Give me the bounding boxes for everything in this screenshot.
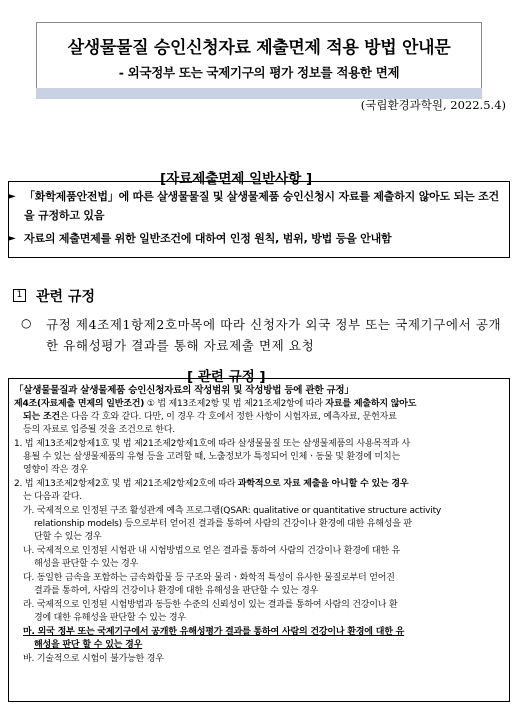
regulation-title: 「살생물물질과 살생물제품 승인신청자료의 작성범위 및 작성방법 등에 관한 규정」 bbox=[14, 385, 354, 396]
item1-line-2: 용될 수 있는 살생물제품의 유형 등을 고려할 때, 노출정보가 특정되어 인체ㆍ동물 및 환경에 미치는 bbox=[23, 452, 401, 462]
subitem-da-line-1: 다. 동일한 금속을 포함하는 금속화합물 등 구조와 물리ㆍ화학적 특성이 유사한 물질로부터 얻어진 bbox=[23, 573, 395, 583]
article-line-1: 제4조(자료제출 면제의 일반조건) ① 법 제13조제2항 및 법 제21조제2항에 따라 자료를 제출하지 않아도 bbox=[14, 399, 417, 409]
subitem-da-line-2: 결과를 통하여, 사람의 건강이나 환경에 대한 유해성을 판단할 수 있는 경우 bbox=[34, 586, 319, 596]
author-date: (국립환경과학원, 2022.5.4) bbox=[360, 98, 506, 112]
item2-line-2: 는 다음과 같다. bbox=[23, 492, 82, 502]
regulation-box-heading: [ 관련 규정 ] bbox=[187, 369, 266, 385]
article-line-3: 등의 자료로 입증될 것을 조건으로 한다. bbox=[23, 425, 175, 435]
item1-line-1: 1. 법 제13조제2항제1호 및 법 제21조제2항제1호에 따라 살생물물질 또는 살생물제품의 사용목적과 사 bbox=[14, 439, 410, 449]
page-subtitle: - 외국정부 또는 국제기구의 평가 정보를 적용한 면제 bbox=[118, 65, 400, 80]
subitem-na-line-2: 해성을 판단할 수 있는 경우 bbox=[34, 559, 139, 569]
general-bullet-2: ► 자료의 제출면제를 위한 일반조건에 대하여 인정 원칙, 범위, 방법 등을 안내함 bbox=[24, 229, 502, 248]
item1-line-3: 영향이 작은 경우 bbox=[23, 465, 88, 475]
subitem-ra-line-1: 라. 국제적으로 인정된 시험방법과 동등한 수준의 신뢰성이 있는 결과를 통하여 사람의 건강이나 환 bbox=[23, 600, 398, 610]
circle-bullet-icon: ○ bbox=[21, 316, 32, 330]
subitem-ba-line-1: 바. 기술적으로 시험이 불가능한 경우 bbox=[23, 654, 164, 664]
section-number-box: 1 bbox=[13, 289, 26, 302]
general-info-heading: [자료제출면제 일반사항 ] bbox=[160, 171, 313, 187]
general-bullet-1: ► 「화학제품안전법」에 따른 살생물물질 및 살생물제품 승인신청시 자료를 제출하지 않아도 되는 조건을 규정하고 있음 bbox=[24, 187, 502, 225]
subitem-ra-line-2: 경에 대한 유해성을 판단할 수 있는 경우 bbox=[34, 613, 186, 623]
subitem-ma-line-1: 마. 외국 정부 또는 국제기구에서 공개한 유해성평가 결과를 통하여 사람의 건강이나 환경에 대한 유 bbox=[23, 627, 405, 637]
triangle-bullet-icon: ► bbox=[8, 233, 16, 244]
subitem-ga-line-3: 단할 수 있는 경우 bbox=[34, 532, 102, 542]
subitem-ga-line-1: 가. 국제적으로 인정된 구조 활성관계 예측 프로그램(QSAR: qualitative or quantitative structure activity bbox=[23, 506, 442, 516]
article-line-2: 되는 조건은 다음 각 호와 같다. 다만, 이 경우 각 호에서 정한 사항이 시험자료, 예측자료, 문헌자료 bbox=[23, 412, 397, 422]
section-heading: 관련 규정 bbox=[36, 289, 95, 305]
section-paragraph: 규정 제4조제1항제2호마목에 따라 신청자가 외국 정부 또는 국제기구에서 공개한 유해성평가 결과를 통해 자료제출 면제 요청 bbox=[46, 317, 502, 353]
subitem-ga-line-2: relationship models) 등으로부터 얻어진 결과를 통하여 사람의 건강이나 환경에 대한 유해성을 판 bbox=[34, 519, 412, 529]
triangle-bullet-icon: ► bbox=[8, 191, 16, 202]
subitem-ma-line-2: 해성을 판단 할 수 있는 경우 bbox=[34, 640, 143, 650]
page-title: 살생물물질 승인신청자료 제출면제 적용 방법 안내문 bbox=[67, 38, 451, 58]
item2-line-1: 2. 법 제13조제2항제2호 및 법 제21조제2항제2호에 따라 과학적으로 자료 제출을 아니할 수 있는 경우 bbox=[14, 479, 409, 489]
subitem-na-line-1: 나. 국제적으로 인정된 시험관 내 시험방법으로 얻은 결과를 통하여 사람의 건강이나 환경에 대한 유 bbox=[23, 546, 401, 556]
